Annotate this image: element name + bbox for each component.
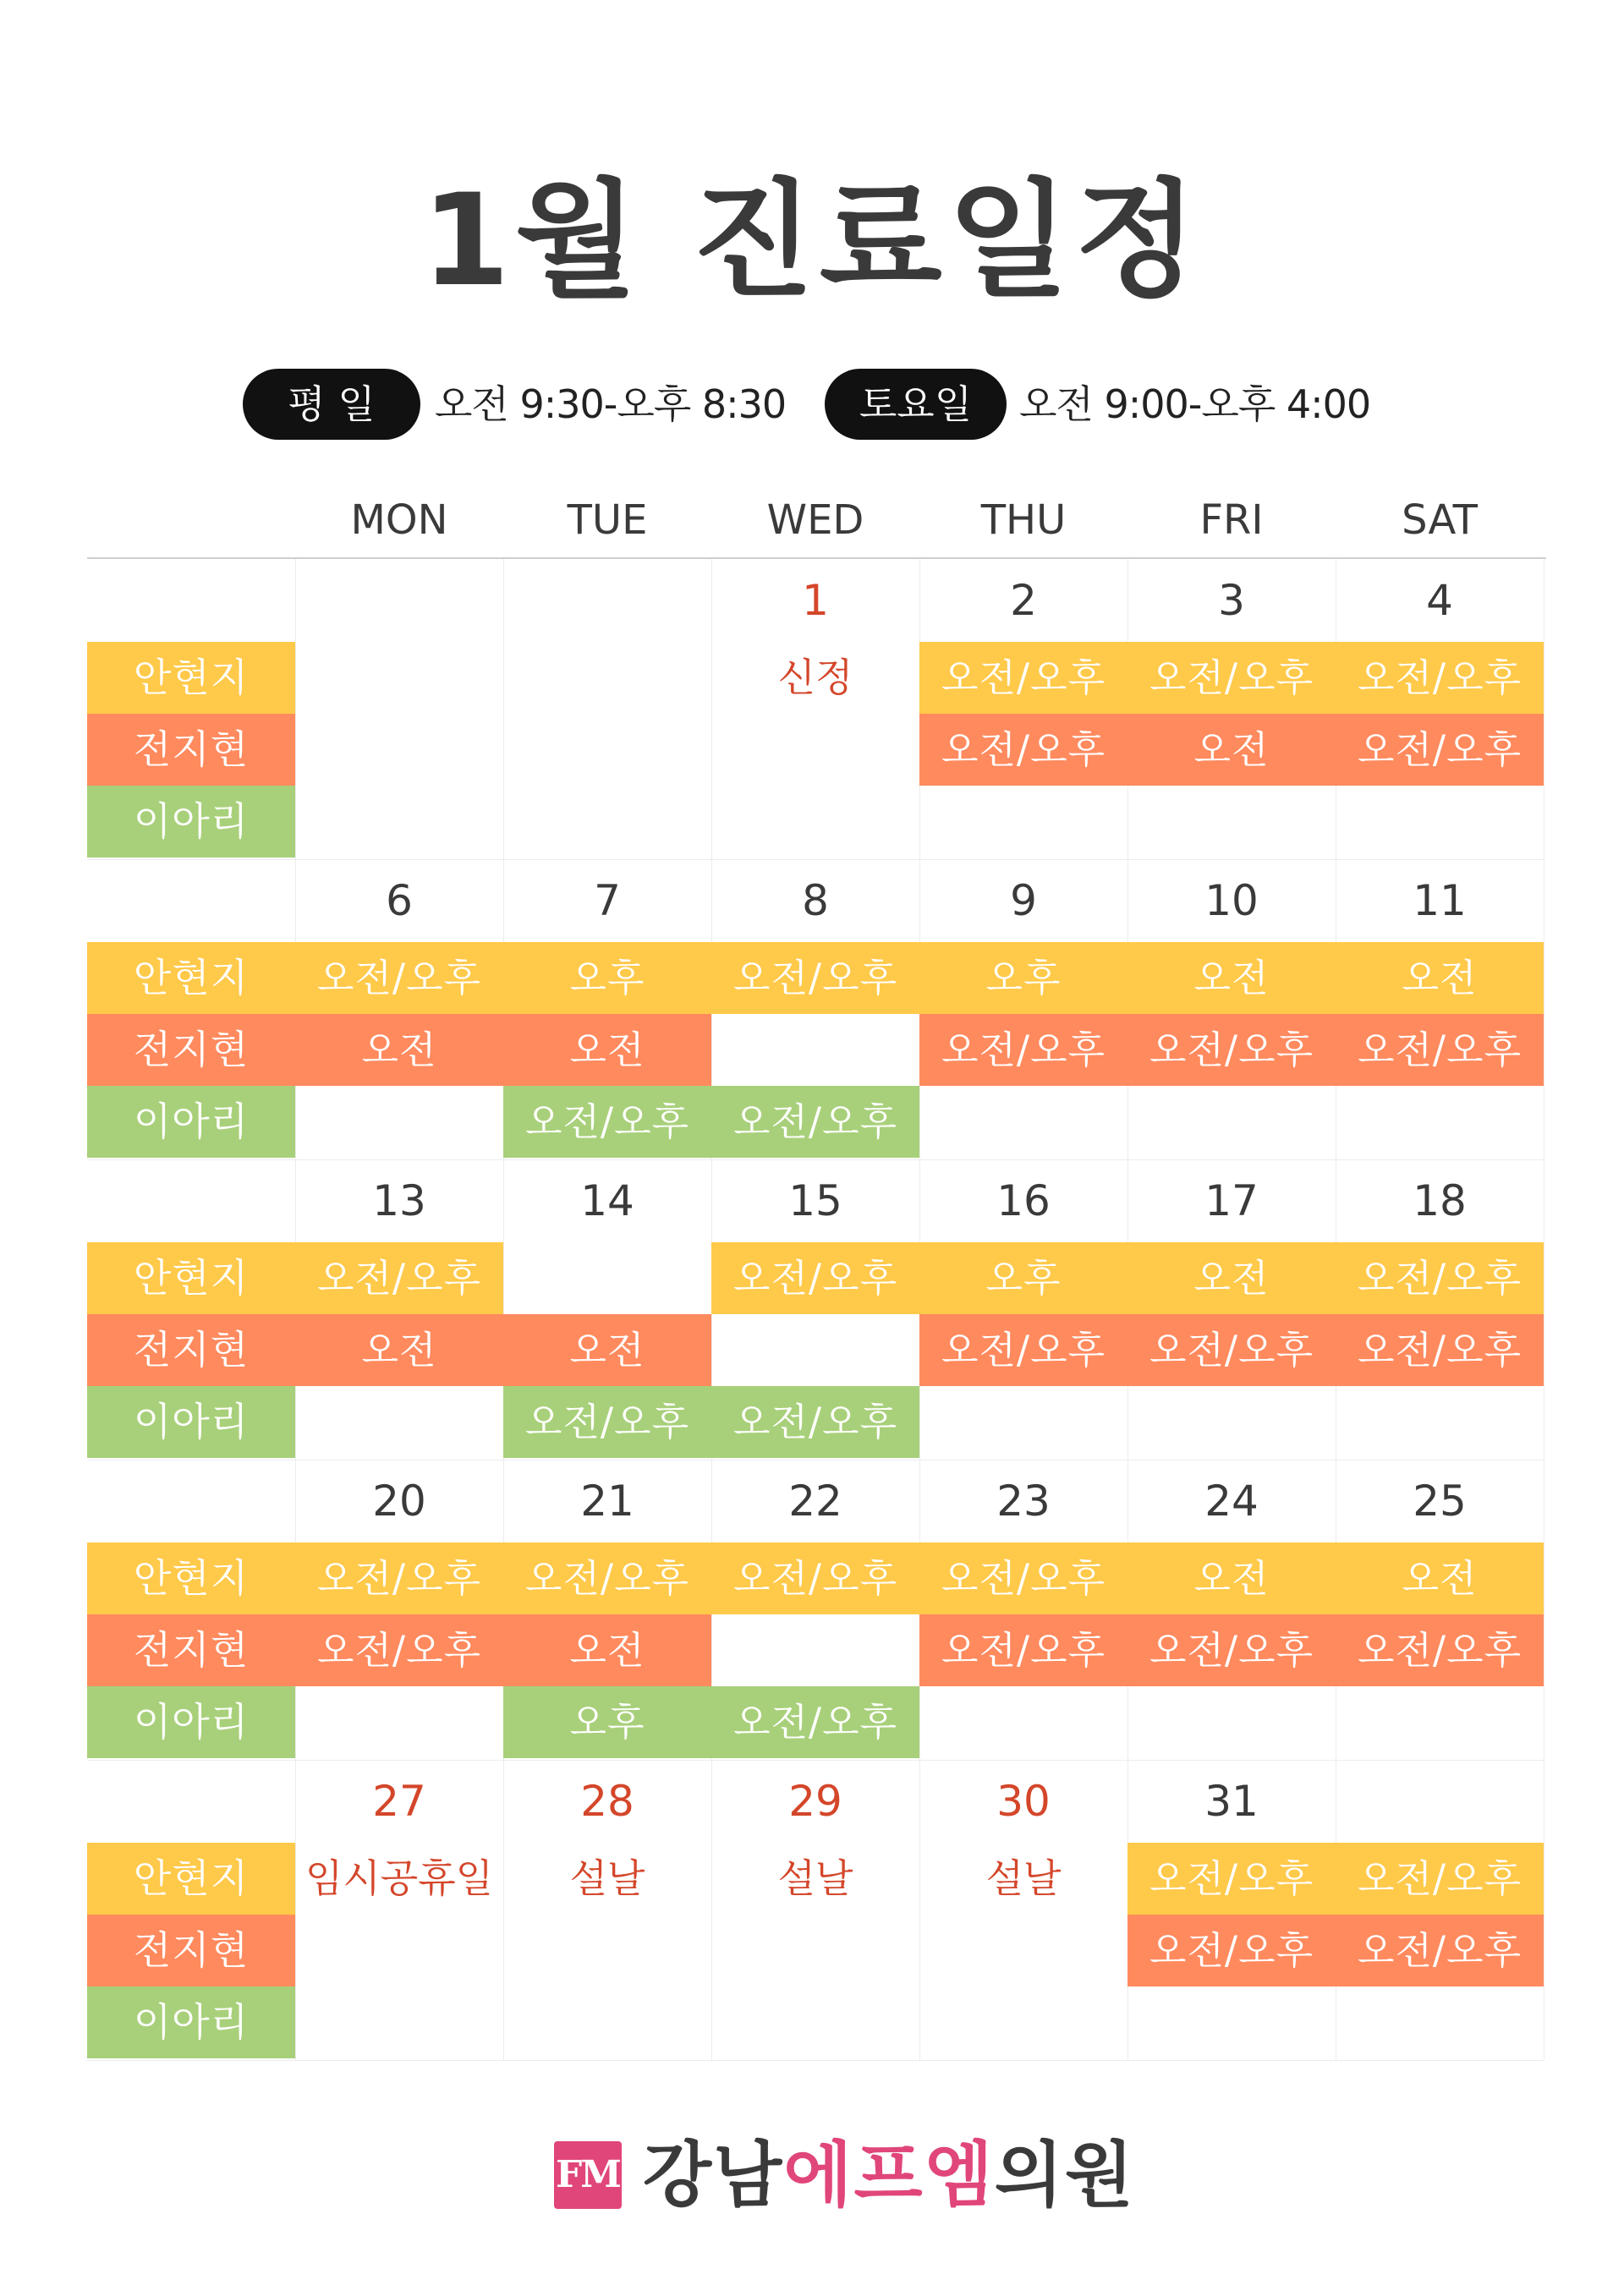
schedule-cell: 오전/오후 [919,1543,1127,1614]
clinic-logo [0,2131,1624,2216]
date-number: 14 [580,1176,634,1225]
day-label-mon: MON [350,496,448,544]
schedule-cell: 오전/오후 [711,1242,919,1314]
schedule-cell: 오전/오후 [919,642,1127,714]
schedule-cell: 오전/오후 [1336,714,1544,786]
schedule-cell: 오전 [295,1014,503,1086]
date-number: 15 [788,1176,842,1225]
date-number: 13 [372,1176,426,1225]
doctor-label: 전지현 [87,1314,295,1386]
date-number: 2 [1010,576,1037,625]
schedule-cell: 오전/오후 [919,1614,1127,1686]
holiday-note: 설날 [777,1855,853,1901]
date-number: 7 [594,876,621,925]
date-number: 31 [1204,1777,1259,1826]
schedule-cell: 오전/오후 [711,942,919,1014]
weekday-badge: 평 일 [243,369,420,440]
date-number: 28 [580,1777,634,1826]
grid-row-line [87,2060,1544,2061]
schedule-cell: 오전 [1336,942,1544,1014]
date-number: 30 [996,1777,1051,1826]
date-number: 8 [802,876,829,925]
schedule-cell: 오전 [503,1614,711,1686]
schedule-cell: 오전/오후 [1127,1314,1336,1386]
doctor-label: 안현지 [87,942,295,1014]
schedule-cell: 오전/오후 [1336,1614,1544,1686]
schedule-cell: 오전/오후 [1127,1915,1336,1986]
schedule-cell: 오전/오후 [1336,1242,1544,1314]
schedule-cell: 오전/오후 [295,942,503,1014]
day-label-sat: SAT [1402,496,1478,544]
schedule-cell: 오후 [503,942,711,1014]
grid-row-line [87,859,1544,860]
date-number: 21 [580,1477,634,1526]
date-number: 10 [1204,876,1259,925]
schedule-cell: 오전/오후 [503,1086,711,1158]
date-number: 17 [1204,1176,1259,1225]
doctor-label: 안현지 [87,1543,295,1614]
schedule-cell: 오전 [295,1314,503,1386]
day-label-thu: THU [980,496,1067,544]
date-number: 1 [802,576,829,625]
schedule-cell: 오전/오후 [1336,642,1544,714]
schedule-cell: 오전/오후 [1336,1915,1544,1986]
date-number: 4 [1426,576,1453,625]
saturday-hours: 오전 9:00-오후 4:00 [1019,381,1371,427]
schedule-cell: 오전/오후 [711,1686,919,1758]
doctor-label: 이아리 [87,786,295,858]
date-number: 9 [1010,876,1037,925]
schedule-cell: 오전 [503,1014,711,1086]
date-number: 6 [386,876,413,925]
doctor-label: 이아리 [87,1686,295,1758]
date-number: 18 [1413,1176,1467,1225]
date-number: 3 [1218,576,1245,625]
doctor-label: 전지현 [87,1614,295,1686]
schedule-cell: 오전/오후 [1336,1314,1544,1386]
schedule-cell: 오전/오후 [295,1543,503,1614]
holiday-note: 임시공휴일 [304,1855,494,1901]
saturday-badge: 토요일 [825,369,1007,440]
schedule-cell: 오전 [1127,1543,1336,1614]
date-number: 29 [788,1777,842,1826]
date-number: 16 [996,1176,1051,1225]
schedule-cell: 오전/오후 [711,1386,919,1458]
day-label-tue: TUE [567,496,648,544]
schedule-cell: 오후 [503,1686,711,1758]
holiday-note: 설날 [569,1855,645,1901]
schedule-cell: 오전/오후 [919,1014,1127,1086]
doctor-label: 안현지 [87,642,295,714]
day-label-fri: FRI [1199,496,1264,544]
schedule-cell: 오전 [1127,942,1336,1014]
day-label-wed: WED [766,496,864,544]
date-number: 23 [996,1477,1051,1526]
schedule-cell: 오후 [919,942,1127,1014]
schedule-cell: 오전/오후 [295,1614,503,1686]
schedule-cell: 오전/오후 [1127,1843,1336,1915]
schedule-cell: 오전 [1127,714,1336,786]
schedule-cell: 오전/오후 [295,1242,503,1314]
doctor-label: 안현지 [87,1843,295,1915]
doctor-label: 안현지 [87,1242,295,1314]
grid-row-line [87,1760,1544,1761]
schedule-cell: 오전/오후 [919,1314,1127,1386]
doctor-label: 전지현 [87,714,295,786]
schedule-cell: 오전/오후 [1336,1843,1544,1915]
schedule-cell: 오전/오후 [1127,642,1336,714]
date-number: 22 [788,1477,842,1526]
schedule-cell: 오후 [919,1242,1127,1314]
date-number: 11 [1413,876,1467,925]
schedule-cell: 오전/오후 [711,1543,919,1614]
weekday-hours: 오전 9:30-오후 8:30 [435,381,787,427]
schedule-cell: 오전/오후 [1336,1014,1544,1086]
date-number: 27 [372,1777,426,1826]
schedule-cell: 오전/오후 [711,1086,919,1158]
date-number: 20 [372,1477,426,1526]
schedule-cell: 오전/오후 [1127,1014,1336,1086]
doctor-label: 전지현 [87,1915,295,1986]
schedule-cell: 오전 [503,1314,711,1386]
schedule-cell: 오전/오후 [1127,1614,1336,1686]
doctor-label: 이아리 [87,1086,295,1158]
clinic-name: 강남에프엠의원 [643,2134,1136,2217]
doctor-label: 이아리 [87,1986,295,2058]
date-number: 24 [1204,1477,1259,1526]
schedule-cell: 오전/오후 [503,1386,711,1458]
holiday-note: 신정 [777,655,853,700]
schedule-cell: 오전 [1127,1242,1336,1314]
date-number: 25 [1413,1477,1467,1526]
fm-logo-icon: FM [554,2141,622,2209]
schedule-cell: 오전 [1336,1543,1544,1614]
doctor-label: 이아리 [87,1386,295,1458]
holiday-note: 설날 [985,1855,1062,1901]
schedule-cell: 오전/오후 [503,1543,711,1614]
grid-row-line [87,1159,1544,1160]
doctor-label: 전지현 [87,1014,295,1086]
page-title: 1월 진료일정 [421,167,1203,315]
schedule-cell: 오전/오후 [919,714,1127,786]
